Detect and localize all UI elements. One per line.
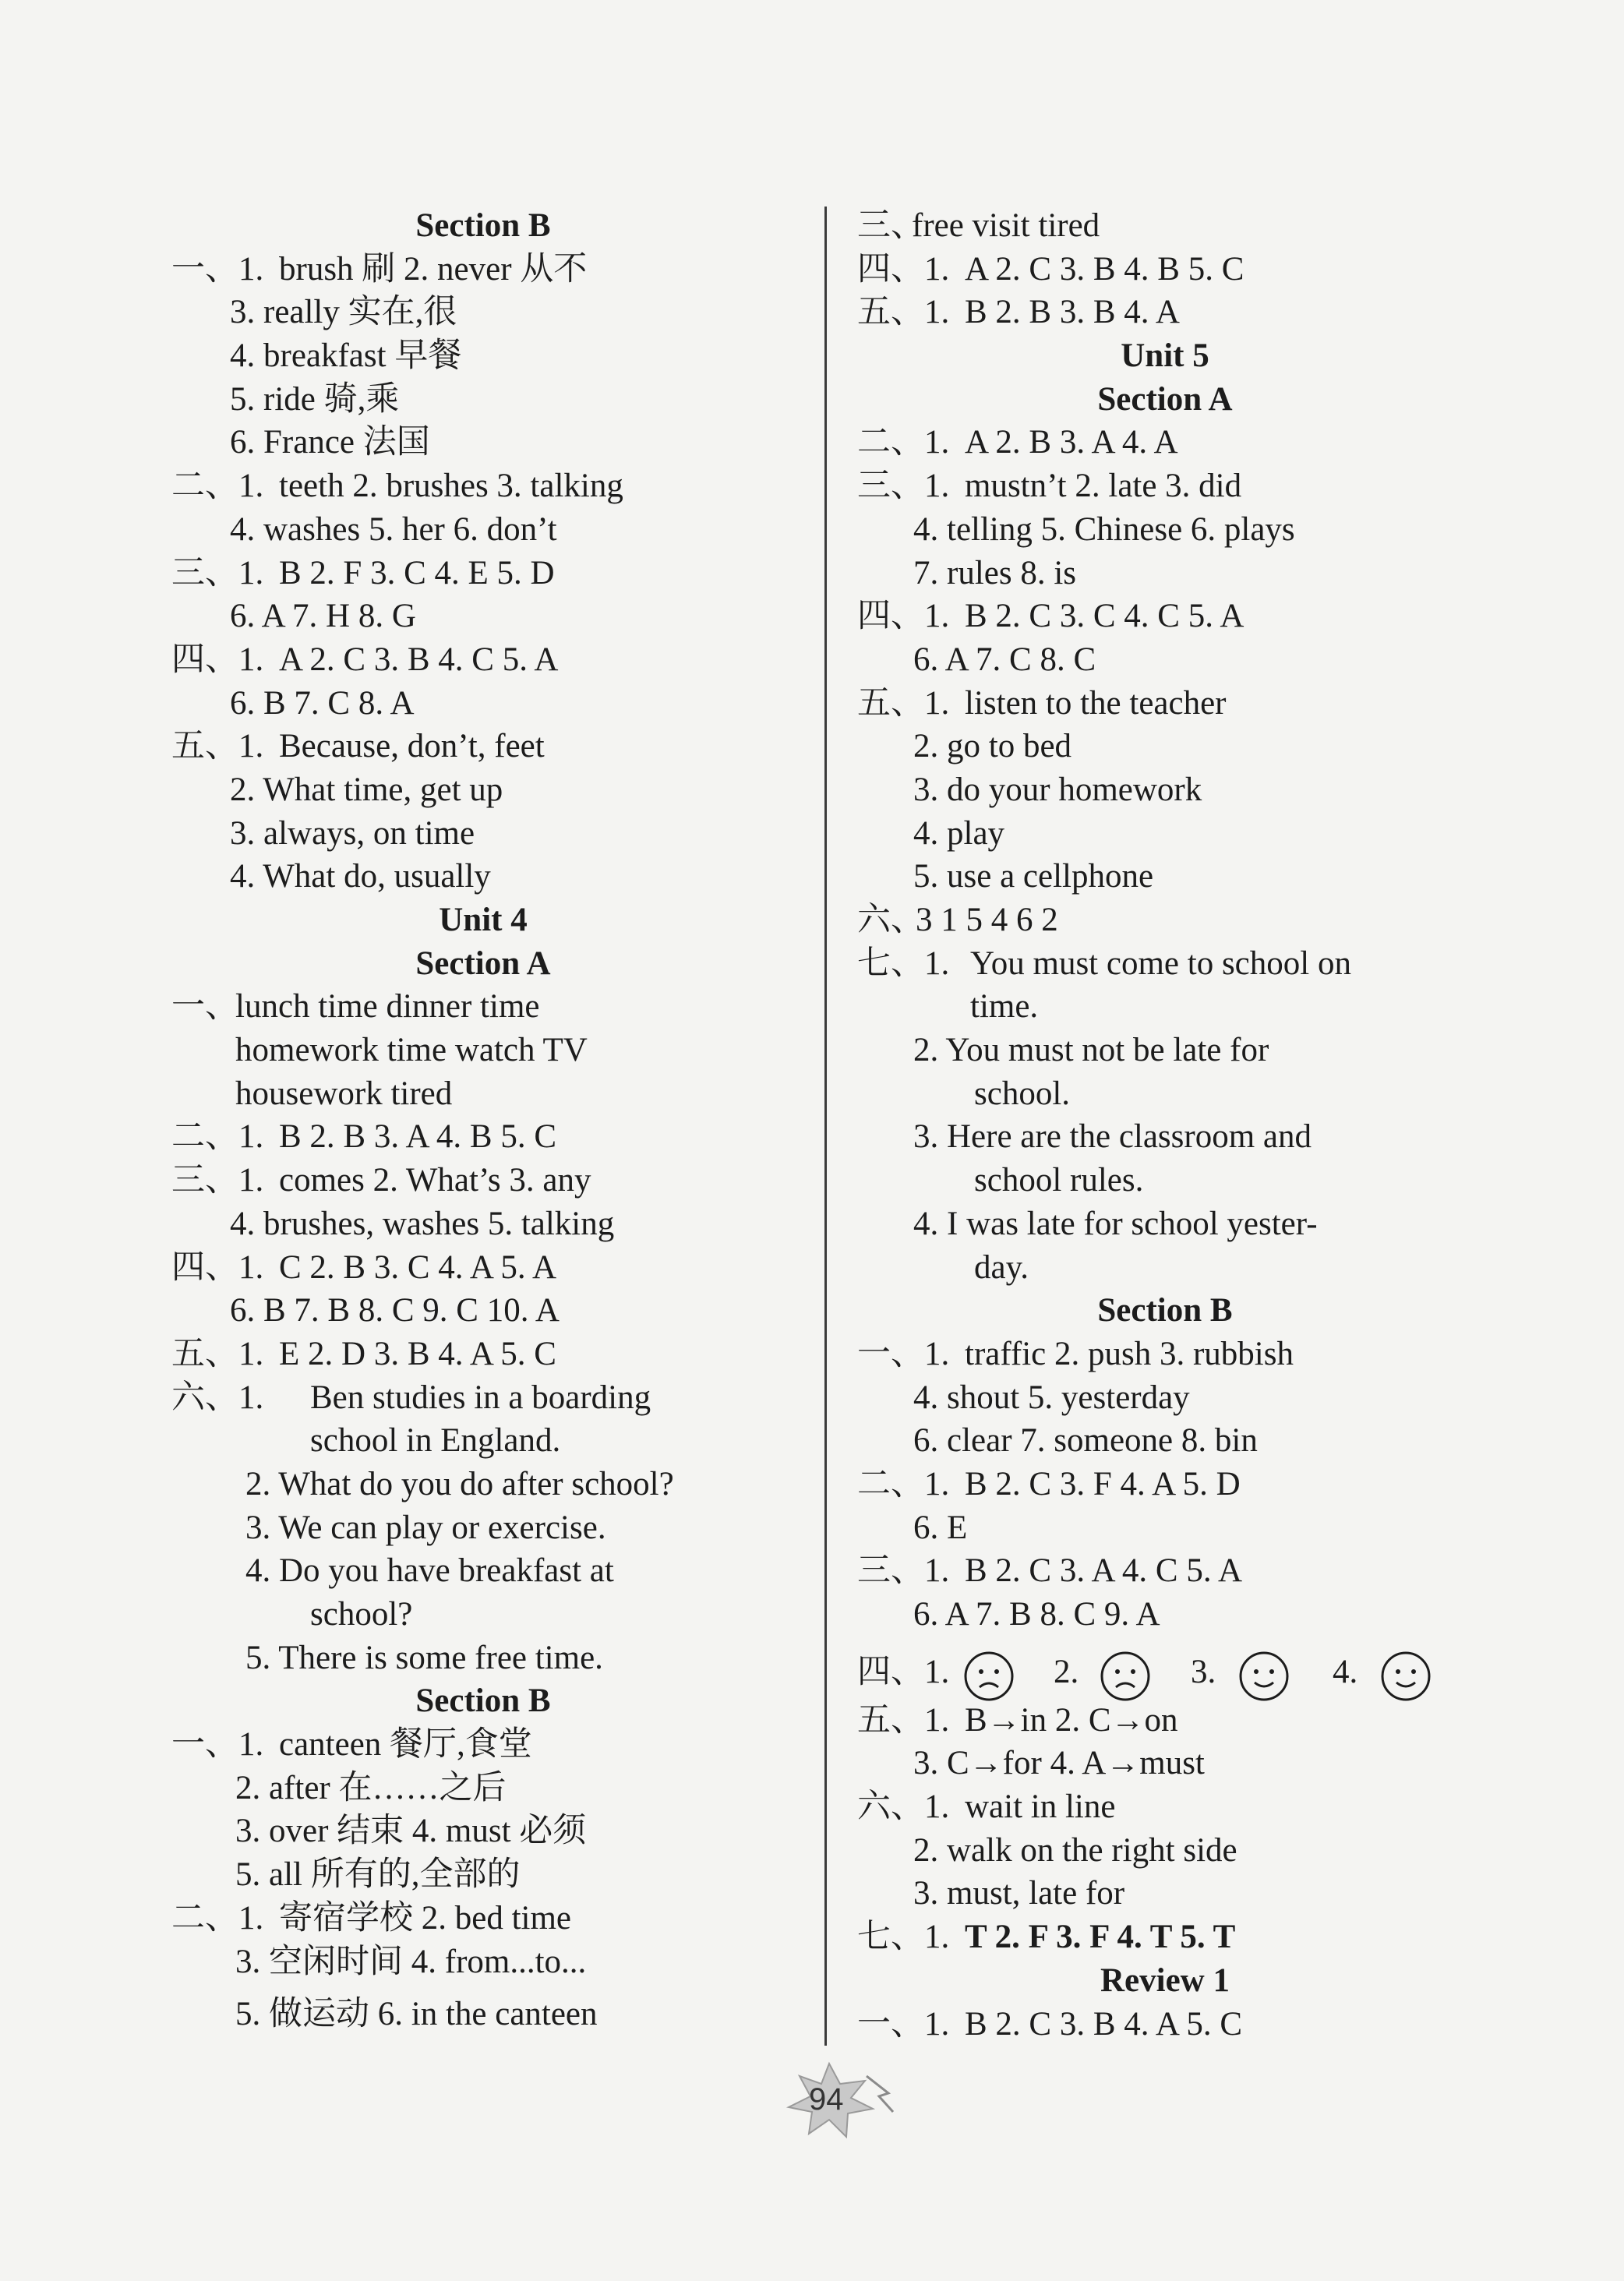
- question-label: 三、1.: [171, 554, 264, 591]
- answer-line: [171, 1029, 795, 1072]
- answer-text: 3. over 结束 4. must 必须: [235, 1813, 587, 1850]
- answer-text: 3. must, late for: [913, 1875, 1125, 1912]
- question-label: 四、1.: [857, 1653, 950, 1690]
- answer-text: 2. You must not be late for: [913, 1032, 1269, 1069]
- answer-text: 3. 空闲时间 4. from...to...: [235, 1943, 587, 1980]
- answer-line: [171, 378, 795, 422]
- answer-line: [857, 508, 1473, 552]
- answer-text: 3. Here are the classroom and: [913, 1118, 1312, 1156]
- unit-heading: Unit 4: [439, 902, 528, 938]
- answer-text: 6. E: [913, 1509, 968, 1546]
- answer-text: 4. play: [913, 814, 1005, 852]
- answer-text: brush 刷 2. never 从不: [279, 250, 588, 288]
- question-number: 3.: [1191, 1653, 1216, 1690]
- answer-line: [171, 1506, 795, 1550]
- question-label: 四、1.: [857, 598, 950, 635]
- answer-line: [857, 248, 1473, 291]
- question-number: 2.: [1054, 1653, 1079, 1690]
- answer-line: [171, 1993, 795, 2036]
- section-heading: Section A: [1097, 380, 1233, 418]
- answer-text: B→in 2. C→on: [965, 1701, 1178, 1739]
- answer-text: day.: [974, 1248, 1029, 1286]
- answer-text: 6. B 7. B 8. C 9. C 10. A: [230, 1292, 560, 1329]
- answer-text: teeth 2. brushes 3. talking: [279, 468, 623, 505]
- answer-text: B 2. B 3. A 4. B 5. C: [279, 1118, 557, 1156]
- answer-line: [171, 1810, 795, 1853]
- answer-line: [857, 1463, 1473, 1506]
- answer-text: homework time watch TV: [235, 1032, 588, 1069]
- question-label: 七、1.: [857, 1919, 950, 1956]
- answer-text: B 2. C 3. B 4. A 5. C: [965, 2005, 1243, 2043]
- answer-text: Because, don’t, feet: [279, 728, 545, 765]
- answer-text: 3. do your homework: [913, 771, 1202, 808]
- question-number: 4.: [1333, 1653, 1358, 1690]
- unit-heading: Unit 5: [1121, 337, 1209, 375]
- answer-line: [857, 1376, 1473, 1420]
- answer-line: [171, 1289, 795, 1333]
- answer-text: C 2. B 3. C 4. A 5. A: [279, 1248, 557, 1286]
- answer-text: T 2. F 3. F 4. T 5. T: [965, 1919, 1236, 1956]
- answer-line: [171, 1767, 795, 1810]
- answer-line: [857, 1916, 1473, 1959]
- answer-line: [857, 204, 1473, 248]
- answer-text: B 2. C 3. C 4. C 5. A: [965, 598, 1244, 635]
- section-heading: Section A: [415, 945, 551, 982]
- answer-text: 4. breakfast 早餐: [230, 337, 462, 375]
- question-label: 一、1.: [857, 1335, 950, 1372]
- answer-text: 4. Do you have breakfast at: [245, 1552, 614, 1590]
- answer-line: [857, 985, 1473, 1029]
- answer-line: [171, 1159, 795, 1202]
- answer-line: [857, 1072, 1473, 1116]
- page-number-badge: [781, 2057, 898, 2143]
- answer-text: mustn’t 2. late 3. did: [965, 468, 1242, 505]
- question-label: 三、1.: [171, 1162, 264, 1199]
- answer-line: [171, 812, 795, 856]
- answer-line: [171, 1202, 795, 1246]
- answer-line: [171, 1853, 795, 1897]
- answer-line: [171, 725, 795, 768]
- answer-line: [857, 595, 1473, 638]
- answer-line: [857, 1829, 1473, 1873]
- answer-text: 6. A 7. H 8. G: [230, 598, 416, 635]
- answer-text: free visit tired: [912, 207, 1100, 244]
- answer-line: [171, 595, 795, 638]
- answer-text: B 2. F 3. C 4. E 5. D: [279, 554, 555, 591]
- answer-text: 3. always, on time: [230, 814, 475, 852]
- left-answer-column: [171, 204, 795, 2036]
- answer-line: [857, 768, 1473, 812]
- happy-face-icon: [1379, 1643, 1432, 1705]
- answer-text: A 2. C 3. B 4. C 5. A: [279, 641, 559, 678]
- question-label: 二、1.: [857, 1465, 950, 1502]
- answer-text: You must come to school on: [970, 945, 1351, 982]
- answer-text: 3. C→for 4. A→must: [913, 1745, 1205, 1782]
- sad-face-icon: [962, 1643, 1015, 1705]
- question-label: 三、1.: [857, 1552, 950, 1590]
- answer-line: [171, 1463, 795, 1506]
- answer-line: [171, 508, 795, 552]
- answer-text: school rules.: [974, 1162, 1144, 1199]
- answer-text: B 2. B 3. B 4. A: [965, 294, 1180, 331]
- answer-line: [171, 682, 795, 726]
- answer-line: [857, 1785, 1473, 1829]
- answer-line: [857, 638, 1473, 682]
- answer-text: 6. France 法国: [230, 424, 430, 461]
- answer-line: [171, 1549, 795, 1593]
- answer-line: [171, 1637, 795, 1680]
- question-label: 五、1.: [857, 684, 950, 722]
- answer-line: [857, 1029, 1473, 1072]
- answer-line: [857, 1549, 1473, 1593]
- answer-text: E 2. D 3. B 4. A 5. C: [279, 1335, 556, 1372]
- question-label: 一、: [171, 988, 238, 1026]
- answer-text: 2. go to bed: [913, 728, 1072, 765]
- answer-text: 2. What time, get up: [230, 771, 503, 808]
- answer-line: [857, 1246, 1473, 1290]
- question-label: 二、1.: [171, 468, 264, 505]
- answer-line: [171, 1333, 795, 1376]
- answer-text: 4. What do, usually: [230, 858, 491, 895]
- question-label: 二、1.: [171, 1118, 264, 1156]
- emoji-answer-line: [857, 1637, 1473, 1699]
- answer-line: [171, 291, 795, 334]
- question-label: 五、1.: [857, 1701, 950, 1739]
- question-label: 四、1.: [857, 250, 950, 288]
- section-heading: Section B: [415, 1683, 551, 1720]
- answer-line: [171, 1940, 795, 1984]
- sad-face-icon: [1099, 1643, 1152, 1705]
- question-label: 五、1.: [171, 1335, 264, 1372]
- answer-text: housework tired: [235, 1075, 453, 1112]
- answer-line: [857, 1115, 1473, 1159]
- answer-line: [171, 1723, 795, 1767]
- happy-face-icon: [1237, 1643, 1290, 1705]
- answer-text: 5. 做运动 6. in the canteen: [235, 1996, 598, 2033]
- question-label: 二、1.: [171, 1899, 264, 1937]
- answer-line: [171, 1115, 795, 1159]
- answer-text: time.: [970, 988, 1039, 1026]
- answer-text: 寄宿学校 2. bed time: [279, 1899, 572, 1937]
- answer-text: 3. We can play or exercise.: [245, 1509, 606, 1546]
- answer-text: 4. brushes, washes 5. talking: [230, 1205, 615, 1242]
- section-heading: Section B: [415, 207, 551, 244]
- answer-line: [857, 899, 1473, 942]
- answer-text: 5. use a cellphone: [913, 858, 1154, 895]
- answer-text: wait in line: [965, 1788, 1116, 1826]
- answer-line: [857, 1202, 1473, 1246]
- answer-line: [857, 725, 1473, 768]
- answer-line: [857, 421, 1473, 464]
- question-label: 三、1.: [857, 468, 950, 505]
- answer-line: [857, 1872, 1473, 1916]
- answer-text: traffic 2. push 3. rubbish: [965, 1335, 1294, 1372]
- answer-text: 4. telling 5. Chinese 6. plays: [913, 510, 1295, 548]
- answer-line: [857, 291, 1473, 334]
- answer-line: [171, 1072, 795, 1116]
- question-label: 五、1.: [171, 728, 264, 765]
- page-number: 94: [809, 2082, 844, 2117]
- answer-line: [171, 638, 795, 682]
- answer-line: [857, 942, 1473, 986]
- question-label: 一、1.: [171, 250, 264, 288]
- answer-line: [857, 464, 1473, 508]
- answer-text: 6. A 7. C 8. C: [913, 641, 1096, 678]
- answer-text: 6. A 7. B 8. C 9. A: [913, 1596, 1160, 1633]
- answer-line: [171, 421, 795, 464]
- answer-text: lunch time dinner time: [235, 988, 540, 1026]
- answer-text: 2. after 在……之后: [235, 1769, 507, 1806]
- question-label: 六、1.: [171, 1379, 264, 1416]
- answer-text: 5. all 所有的,全部的: [235, 1856, 521, 1894]
- answer-line: [171, 248, 795, 291]
- question-label: 一、1.: [857, 2005, 950, 2043]
- answer-line: [857, 552, 1473, 595]
- answer-text: B 2. C 3. F 4. A 5. D: [965, 1465, 1241, 1502]
- answer-text: 4. I was late for school yester-: [913, 1205, 1318, 1242]
- question-label: 四、1.: [171, 1248, 264, 1286]
- answer-text: 3 1 5 4 6 2: [916, 902, 1058, 938]
- answer-text: 3. really 实在,很: [230, 294, 457, 331]
- answer-line: [857, 855, 1473, 899]
- answer-line: [171, 985, 795, 1029]
- answer-text: A 2. B 3. A 4. A: [965, 424, 1178, 461]
- question-label: 一、1.: [171, 1726, 264, 1764]
- question-label: 三、: [857, 207, 924, 244]
- answer-line: [171, 334, 795, 378]
- answer-text: school.: [974, 1075, 1071, 1112]
- question-label: 六、1.: [857, 1788, 950, 1826]
- answer-text: 4. washes 5. her 6. don’t: [230, 510, 557, 548]
- answer-text: B 2. C 3. A 4. C 5. A: [965, 1552, 1243, 1590]
- answer-text: 6. clear 7. someone 8. bin: [913, 1422, 1258, 1460]
- answer-text: 4. shout 5. yesterday: [913, 1379, 1190, 1416]
- answer-line: [171, 1593, 795, 1637]
- answer-text: 7. rules 8. is: [913, 554, 1077, 591]
- answer-line: [171, 1419, 795, 1463]
- question-label: 六、: [857, 902, 924, 938]
- answer-line: [171, 1376, 795, 1420]
- answer-line: [857, 2003, 1473, 2046]
- answer-line: [857, 812, 1473, 856]
- answer-line: [857, 1742, 1473, 1785]
- answer-line: [171, 1897, 795, 1940]
- question-label: 四、1.: [171, 641, 264, 678]
- answer-line: [857, 1699, 1473, 1743]
- answer-text: 2. What do you do after school?: [245, 1465, 674, 1502]
- question-label: 七、1.: [857, 945, 950, 982]
- answer-line: [171, 464, 795, 508]
- answer-text: 5. There is some free time.: [245, 1639, 603, 1676]
- answer-text: school?: [310, 1596, 413, 1633]
- answer-line: [857, 1506, 1473, 1550]
- answer-line: [171, 768, 795, 812]
- answer-line: [171, 1246, 795, 1290]
- answer-text: Ben studies in a boarding: [310, 1379, 651, 1416]
- answer-text: canteen 餐厅,食堂: [279, 1726, 532, 1764]
- right-answer-column: [857, 204, 1473, 2046]
- answer-text: comes 2. What’s 3. any: [279, 1162, 591, 1199]
- answer-text: 6. B 7. C 8. A: [230, 684, 415, 722]
- answer-line: [171, 552, 795, 595]
- column-divider: [824, 207, 827, 2046]
- answer-text: 5. ride 骑,乘: [230, 380, 400, 418]
- section-heading: Section B: [1097, 1292, 1233, 1329]
- answer-text: A 2. C 3. B 4. B 5. C: [965, 250, 1244, 288]
- answer-line: [857, 1593, 1473, 1637]
- answer-line: [857, 1159, 1473, 1202]
- answer-line: [857, 1333, 1473, 1376]
- question-label: 二、1.: [857, 424, 950, 461]
- answer-line: [857, 1419, 1473, 1463]
- answer-text: school in England.: [310, 1422, 561, 1460]
- question-label: 五、1.: [857, 294, 950, 331]
- answer-line: [171, 855, 795, 899]
- section-heading: Review 1: [1100, 1961, 1230, 1999]
- answer-text: listen to the teacher: [965, 684, 1227, 722]
- answer-line: [857, 682, 1473, 726]
- answer-text: 2. walk on the right side: [913, 1831, 1237, 1869]
